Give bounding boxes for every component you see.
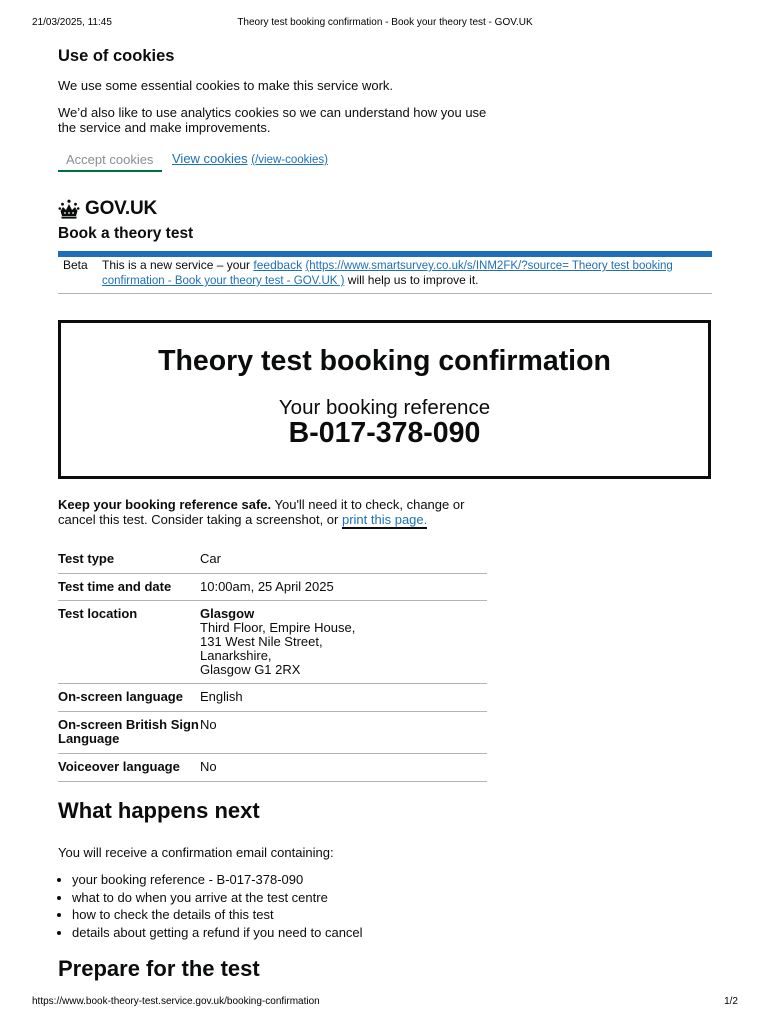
summary-value-address [200,607,487,677]
summary-row-test-time [58,574,487,601]
view-cookies-url[interactable]: (/view-cookies) [251,154,328,166]
list-item: • your booking reference - B-017-378-090 [72,871,363,889]
keep-reference-safe [58,497,478,527]
summary-value: Car [200,551,221,566]
logo-text[interactable]: GOV.UK [85,198,158,219]
print-datetime: 21/03/2025, 11:45 [32,17,112,28]
phase-text-after: will help us to improve it. [344,273,479,287]
phase-banner-text [102,258,712,288]
address-line: Lanarkshire, [200,648,272,663]
booking-reference: B-017-378-090 [288,417,481,449]
view-cookies-link[interactable] [172,151,328,166]
address-line: Third Floor, Empire House, [200,620,356,635]
print-page-title: Theory test booking confirmation - Book your theory test - GOV.UK [237,17,533,28]
prepare-heading: Prepare for the test [58,956,260,981]
print-page-number: 1/2 [724,996,738,1007]
cookie-essential-text: We use some essential cookies to make this service work. [58,78,394,93]
summary-key: On-screen British Sign Language [58,717,199,746]
cookie-analytics-text: We’d also like to use analytics cookies so we can understand how you use the service and make improvements. [58,105,487,135]
confirmation-panel [58,320,711,479]
govuk-logo[interactable] [58,198,157,220]
what-happens-next-intro: You will receive a confirmation email containing: [58,845,334,860]
beta-tag: Beta [63,258,88,272]
print-page-link[interactable]: print this page. [341,512,428,527]
list-item: • details about getting a refund if you need to cancel [72,924,363,942]
summary-value: No [200,759,217,774]
service-name[interactable]: Book a theory test [58,225,194,242]
phase-text-before: This is a new service – your [102,258,254,272]
summary-key: On-screen language [58,689,183,704]
booking-reference-label: Your booking reference [278,396,491,419]
crown-icon [58,199,80,219]
address-line: 131 West Nile Street, [200,634,323,649]
accept-cookies-button[interactable]: Accept cookies [58,150,162,172]
summary-value: No [200,717,217,732]
address-line: Glasgow G1 2RX [200,662,301,677]
cookie-banner-title: Use of cookies [58,47,175,65]
keep-safe-bold: Keep your booking reference safe. [58,497,272,512]
print-url: https://www.book-theory-test.service.gov.uk/booking-confirmation [32,996,320,1007]
feedback-url[interactable]: (https://www.smartsurvey.co.uk/s/INM2FK/?source= Theory test booking confirmation - Book your theory test - GOV.UK ) [102,260,673,287]
what-happens-next-heading: What happens next [58,798,260,823]
summary-value: English [200,689,243,704]
summary-key: Test type [58,551,115,566]
list-item: • how to check the details of this test [72,906,363,924]
view-cookies-label[interactable]: View cookies [172,151,248,166]
test-centre-name: Glasgow [200,606,255,621]
summary-key: Test time and date [58,579,172,594]
summary-value: 10:00am, 25 April 2025 [200,579,334,594]
booking-summary-list [58,546,487,782]
summary-row-bsl [58,712,487,754]
confirmation-title: Theory test booking confirmation [158,345,611,377]
phase-banner [58,257,712,294]
email-contents-list [58,871,363,941]
keep-safe-text: You'll need it to check, change or cancel this test. Consider taking a screenshot, or [58,497,465,527]
summary-row-voiceover [58,754,487,782]
summary-key: Voiceover language [58,759,180,774]
list-item: • what to do when you arrive at the test centre [72,889,363,907]
summary-row-test-location [58,601,487,684]
summary-row-test-type [58,546,487,574]
summary-row-onscreen-language [58,684,487,712]
feedback-link[interactable]: feedback [253,258,303,272]
print-header [32,17,738,31]
summary-key: Test location [58,606,138,621]
